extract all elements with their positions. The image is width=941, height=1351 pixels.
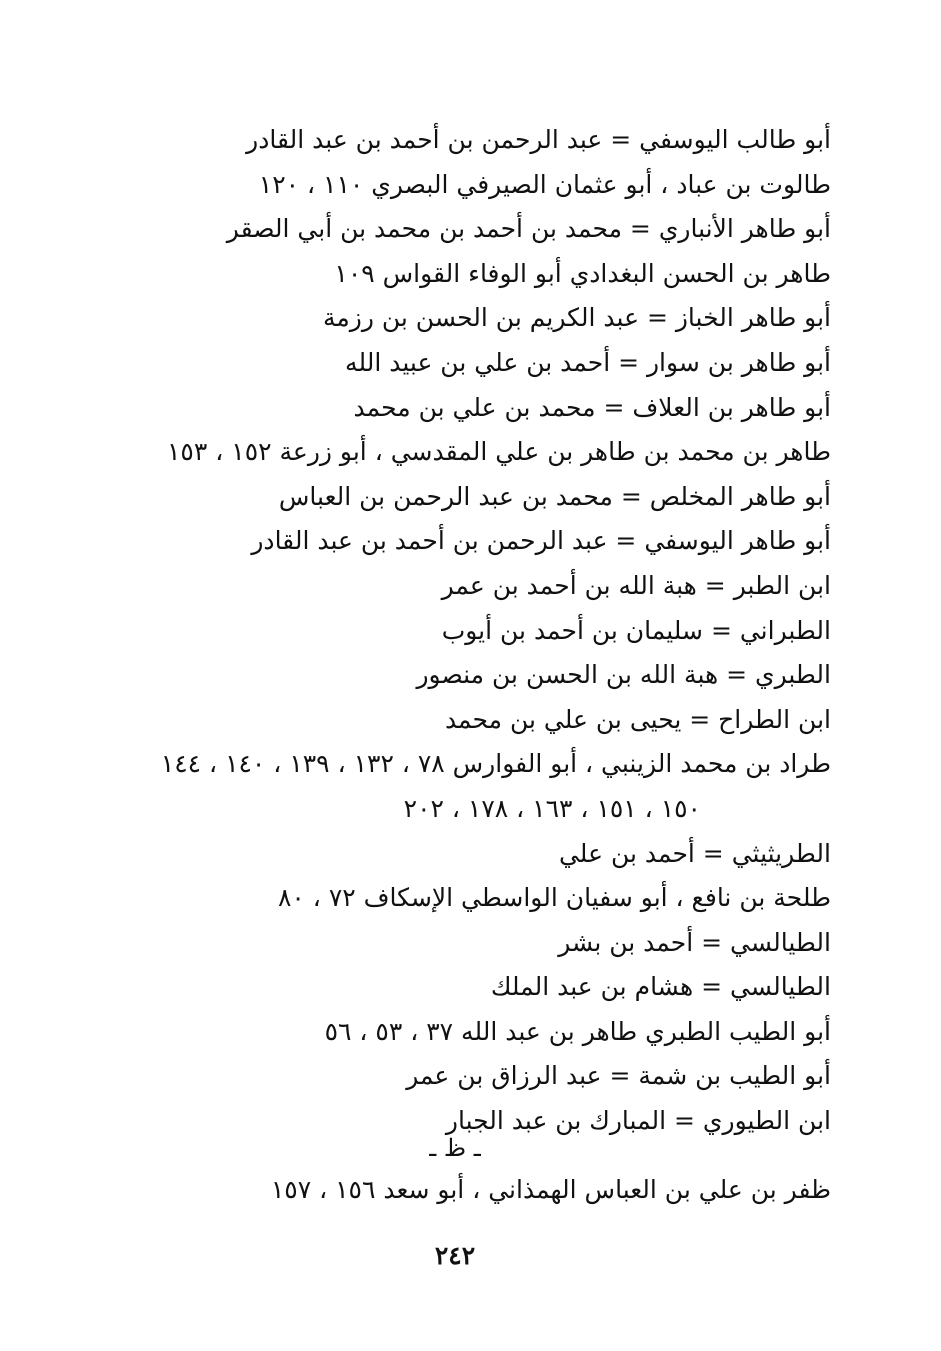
index-entry: الطريثيثي = أحمد بن علي xyxy=(558,838,831,868)
index-entry: الطبراني = سليمان بن أحمد بن أيوب xyxy=(441,615,831,645)
index-entry: ابن الطيوري = المبارك بن عبد الجبار xyxy=(445,1106,831,1136)
index-entry: أبو طاهر الأنباري = محمد بن أحمد بن محمد بن أبي الصقر xyxy=(226,214,831,244)
index-entry: ظفر بن علي بن العباس الهمذاني ، أبو سعد ١٥٦ ، ١٥٧ xyxy=(270,1175,831,1204)
index-entry: أبو طاهر بن العلاف = محمد بن علي بن محمد xyxy=(353,392,831,422)
page-number: ٢٤٢ xyxy=(434,1241,476,1270)
index-entry: أبو الطيب بن شمة = عبد الرزاق بن عمر xyxy=(406,1061,831,1091)
index-entry: أبو طاهر اليوسفي = عبد الرحمن بن أحمد بن عبد القادر xyxy=(251,526,831,556)
index-entry: طاهر بن محمد بن طاهر بن علي المقدسي ، أبو زرعة ١٥٢ ، ١٥٣ xyxy=(167,437,831,467)
index-entry: أبو طاهر الخباز = عبد الكريم بن الحسن بن رزمة xyxy=(322,303,831,333)
index-entry: أبو طاهر المخلص = محمد بن عبد الرحمن بن العباس xyxy=(278,481,831,511)
index-entry: أبو الطيب الطبري طاهر بن عبد الله ٣٧ ، ٥٣ ، ٥٦ xyxy=(324,1016,831,1046)
index-entry: طلحة بن نافع ، أبو سفيان الواسطي الإسكاف ٧٢ ، ٨٠ xyxy=(277,883,831,913)
index-entries xyxy=(70,118,831,1144)
section-letter-heading: ـ ظ ـ xyxy=(429,1134,481,1162)
index-entry-continuation: ١٥٠ ، ١٥١ ، ١٦٣ ، ١٧٨ ، ٢٠٢ xyxy=(403,793,701,823)
index-entry: الطيالسي = أحمد بن بشر xyxy=(558,927,831,957)
index-entry: أبو طالب اليوسفي = عبد الرحمن بن أحمد بن عبد القادر xyxy=(246,125,831,154)
index-entry: طالوت بن عباد ، أبو عثمان الصيرفي البصري ١١٠ ، ١٢٠ xyxy=(258,169,831,199)
index-entry: الطبري = هبة الله بن الحسن بن منصور xyxy=(416,660,831,690)
index-entry: الطيالسي = هشام بن عبد الملك xyxy=(490,972,831,1002)
index-entry: أبو طاهر بن سوار = أحمد بن علي بن عبيد الله xyxy=(345,347,831,377)
index-entry: ابن الطبر = هبة الله بن أحمد بن عمر xyxy=(441,570,831,600)
index-entry: ابن الطراح = يحيى بن علي بن محمد xyxy=(444,704,831,734)
index-entry: طراد بن محمد الزينبي ، أبو الفوارس ٧٨ ، ١٣٢ ، ١٣٩ ، ١٤٠ ، ١٤٤ xyxy=(160,749,831,779)
index-entry: طاهر بن الحسن البغدادي أبو الوفاء القواس ١٠٩ xyxy=(334,258,831,288)
